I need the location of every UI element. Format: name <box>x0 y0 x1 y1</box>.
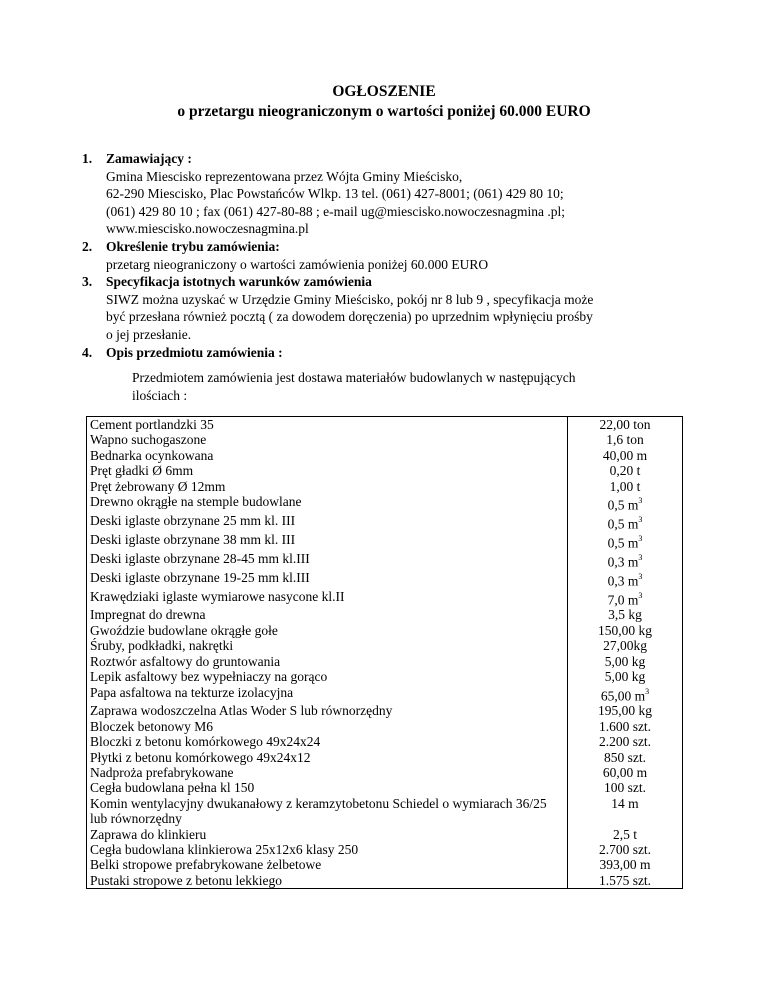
quantity-value: 393,00 m <box>599 857 651 873</box>
materials-table <box>86 416 683 889</box>
material-name: Deski iglaste obrzynane 28-45 mm kl.III <box>87 551 568 570</box>
section-4 <box>82 344 702 362</box>
material-quantity <box>568 765 683 780</box>
quantity-value: 14 m <box>611 795 639 811</box>
table-row <box>87 513 683 532</box>
material-name: Wapno suchogaszone <box>87 432 568 447</box>
material-quantity <box>568 479 683 494</box>
table-row <box>87 551 683 570</box>
material-name: Drewno okrągłe na stemple budowlane <box>87 494 568 513</box>
quantity-value: 65,00 m <box>600 688 646 703</box>
section-line: SIWZ można uzyskać w Urzędzie Gminy Mieścisko, pokój nr 8 lub 9 , specyfikacja może <box>106 291 594 307</box>
unit-exponent: 3 <box>638 590 643 600</box>
material-name: Płytki z betonu komórkowego 49x24x12 <box>87 750 568 765</box>
table-row <box>87 623 683 638</box>
table-row <box>87 463 683 478</box>
material-name: Gwoździe budowlane okrągłe gołe <box>87 623 568 638</box>
quantity-value: 1,6 ton <box>606 432 644 448</box>
material-name: Roztwór asfaltowy do gruntowania <box>87 654 568 669</box>
material-quantity <box>568 570 683 589</box>
material-name: Deski iglaste obrzynane 38 mm kl. III <box>87 532 568 551</box>
table-row <box>87 589 683 608</box>
section-line: przetarg nieograniczony o wartości zamówienia poniżej 60.000 EURO <box>106 256 489 272</box>
quantity-value: 60,00 m <box>602 765 648 781</box>
table-row <box>87 654 683 669</box>
quantity-value: 5,00 kg <box>604 653 646 669</box>
section-number: 3. <box>82 274 93 290</box>
table-row <box>87 750 683 765</box>
document-title: OGŁOSZENIE <box>332 83 436 100</box>
quantity-value: 1,00 t <box>609 478 641 494</box>
quantity-value: 1.600 szt. <box>598 718 652 734</box>
material-quantity <box>568 607 683 622</box>
quantity-value: 100 szt. <box>604 780 646 796</box>
table-row <box>87 432 683 447</box>
section-line: być przesłana również pocztą ( za dowodem doręczenia) po uprzednim wpłynięciu prośby <box>106 309 593 325</box>
material-name: Bloczek betonowy M6 <box>87 719 568 734</box>
material-name: Zaprawa wodoszczelna Atlas Woder S lub równorzędny <box>87 703 568 718</box>
material-name: Komin wentylacyjny dwukanałowy z keramzytobetonu Schiedel o wymiarach 36/25 lub równorzędny <box>87 796 568 827</box>
material-quantity <box>568 463 683 478</box>
quantity-value: 3,5 kg <box>608 607 642 623</box>
section-heading: Określenie trybu zamówienia: <box>106 238 280 254</box>
material-quantity <box>568 638 683 653</box>
table-row <box>87 734 683 749</box>
material-name: Pręt żebrowany Ø 12mm <box>87 479 568 494</box>
unit-exponent: 3 <box>638 514 643 524</box>
material-quantity <box>568 719 683 734</box>
unit-exponent: 3 <box>645 686 650 696</box>
quantity-value: 40,00 m <box>602 447 648 463</box>
section-line: o jej przesłanie. <box>106 326 192 342</box>
section-line: (061) 429 80 10 ; fax (061) 427-80-88 ; e-mail ug@miescisko.nowoczesnagmina .pl; <box>106 203 565 219</box>
material-quantity <box>568 417 683 433</box>
materials-table-body <box>87 417 683 889</box>
material-name: Pręt gładki Ø 6mm <box>87 463 568 478</box>
table-row <box>87 607 683 622</box>
section-line: www.miescisko.nowoczesnagmina.pl <box>106 221 309 237</box>
table-row <box>87 873 683 889</box>
material-name: Papa asfaltowa na tekturze izolacyjna <box>87 685 568 704</box>
quantity-value: 0,5 m <box>607 516 639 532</box>
material-quantity <box>568 703 683 718</box>
section-number: 1. <box>82 151 93 166</box>
material-name: Śruby, podkładki, nakrętki <box>87 638 568 653</box>
quantity-value: 2.200 szt. <box>598 734 652 750</box>
material-name: Krawędziaki iglaste wymiarowe nasycone kl.II <box>87 589 568 608</box>
section-number: 2. <box>82 238 93 254</box>
material-quantity <box>568 589 683 608</box>
table-row <box>87 842 683 857</box>
quantity-value: 0,5 m <box>607 497 639 513</box>
table-row <box>87 479 683 494</box>
material-name: Cegła budowlana pełna kl 150 <box>87 780 568 795</box>
material-name: Deski iglaste obrzynane 25 mm kl. III <box>87 513 568 532</box>
unit-exponent: 3 <box>638 552 643 562</box>
material-quantity <box>568 750 683 765</box>
table-row <box>87 780 683 795</box>
table-row <box>87 570 683 589</box>
material-quantity <box>568 842 683 857</box>
material-name: Belki stropowe prefabrykowane żelbetowe <box>87 857 568 872</box>
unit-exponent: 3 <box>638 533 643 543</box>
material-name: Cegła budowlana klinkierowa 25x12x6 klasy 250 <box>87 842 568 857</box>
quantity-value: 1.575 szt. <box>598 872 652 888</box>
table-row <box>87 765 683 780</box>
unit-exponent: 3 <box>638 571 643 581</box>
quantity-value: 0,20 t <box>609 463 641 479</box>
material-name: Bednarka ocynkowana <box>87 448 568 463</box>
table-row <box>87 669 683 684</box>
table-row <box>87 796 683 827</box>
section-heading: Opis przedmiotu zamówienia : <box>106 344 283 360</box>
table-row <box>87 827 683 842</box>
material-quantity <box>568 448 683 463</box>
quantity-value: 7,0 m <box>607 592 639 608</box>
section-heading: Specyfikacja istotnych warunków zamówienia <box>106 274 372 290</box>
material-quantity <box>568 857 683 872</box>
quantity-value: 0,5 m <box>607 535 639 551</box>
table-row <box>87 448 683 463</box>
material-name: Nadproża prefabrykowane <box>87 765 568 780</box>
document-subtitle: o przetargu nieograniczonym o wartości poniżej 60.000 EURO <box>177 103 591 120</box>
material-quantity <box>568 796 683 827</box>
material-quantity <box>568 827 683 842</box>
sections-list <box>82 150 702 361</box>
material-name: Pustaki stropowe z betonu lekkiego <box>87 873 568 889</box>
material-name: Zaprawa do klinkieru <box>87 827 568 842</box>
quantity-value: 150,00 kg <box>598 622 652 638</box>
table-row <box>87 857 683 872</box>
quantity-value: 27,00kg <box>603 638 647 654</box>
table-row <box>87 417 683 433</box>
quantity-value: 0,3 m <box>607 573 639 589</box>
section-1 <box>82 150 702 238</box>
table-row <box>87 685 683 704</box>
material-name: Bloczki z betonu komórkowego 49x24x24 <box>87 734 568 749</box>
quantity-value: 0,3 m <box>607 554 639 570</box>
table-row <box>87 703 683 718</box>
unit-exponent: 3 <box>638 496 643 506</box>
material-quantity <box>568 623 683 638</box>
section-line: Gmina Miescisko reprezentowana przez Wójta Gminy Mieścisko, <box>106 168 463 184</box>
section-line: 62-290 Miescisko, Plac Powstańców Wlkp. 13 tel. (061) 427-8001; (061) 429 80 10; <box>106 186 564 202</box>
material-quantity <box>568 513 683 532</box>
section-2 <box>82 238 702 273</box>
table-row <box>87 638 683 653</box>
material-quantity <box>568 669 683 684</box>
quantity-value: 2,5 t <box>612 826 637 842</box>
material-quantity <box>568 780 683 795</box>
material-name: Impregnat do drewna <box>87 607 568 622</box>
intro-paragraph <box>132 369 692 404</box>
intro-line: ilościach : <box>132 387 188 403</box>
quantity-value: 22,00 ton <box>599 417 651 432</box>
quantity-value: 195,00 kg <box>598 703 652 719</box>
section-3 <box>82 273 702 343</box>
material-quantity <box>568 432 683 447</box>
material-quantity <box>568 685 683 704</box>
material-name: Deski iglaste obrzynane 19-25 mm kl.III <box>87 570 568 589</box>
material-quantity <box>568 734 683 749</box>
material-quantity <box>568 551 683 570</box>
material-name: Cement portlandzki 35 <box>87 417 568 433</box>
table-row <box>87 494 683 513</box>
quantity-value: 5,00 kg <box>604 669 646 685</box>
section-number: 4. <box>82 344 93 360</box>
quantity-value: 850 szt. <box>604 749 646 765</box>
material-quantity <box>568 494 683 513</box>
table-row <box>87 532 683 551</box>
quantity-value: 2.700 szt. <box>598 842 652 858</box>
material-quantity <box>568 873 683 889</box>
intro-line: Przedmiotem zamówienia jest dostawa materiałów budowlanych w następujących <box>132 370 576 385</box>
material-quantity <box>568 654 683 669</box>
table-row <box>87 719 683 734</box>
section-heading: Zamawiający : <box>106 151 192 166</box>
material-name: Lepik asfaltowy bez wypełniaczy na gorąco <box>87 669 568 684</box>
material-quantity <box>568 532 683 551</box>
